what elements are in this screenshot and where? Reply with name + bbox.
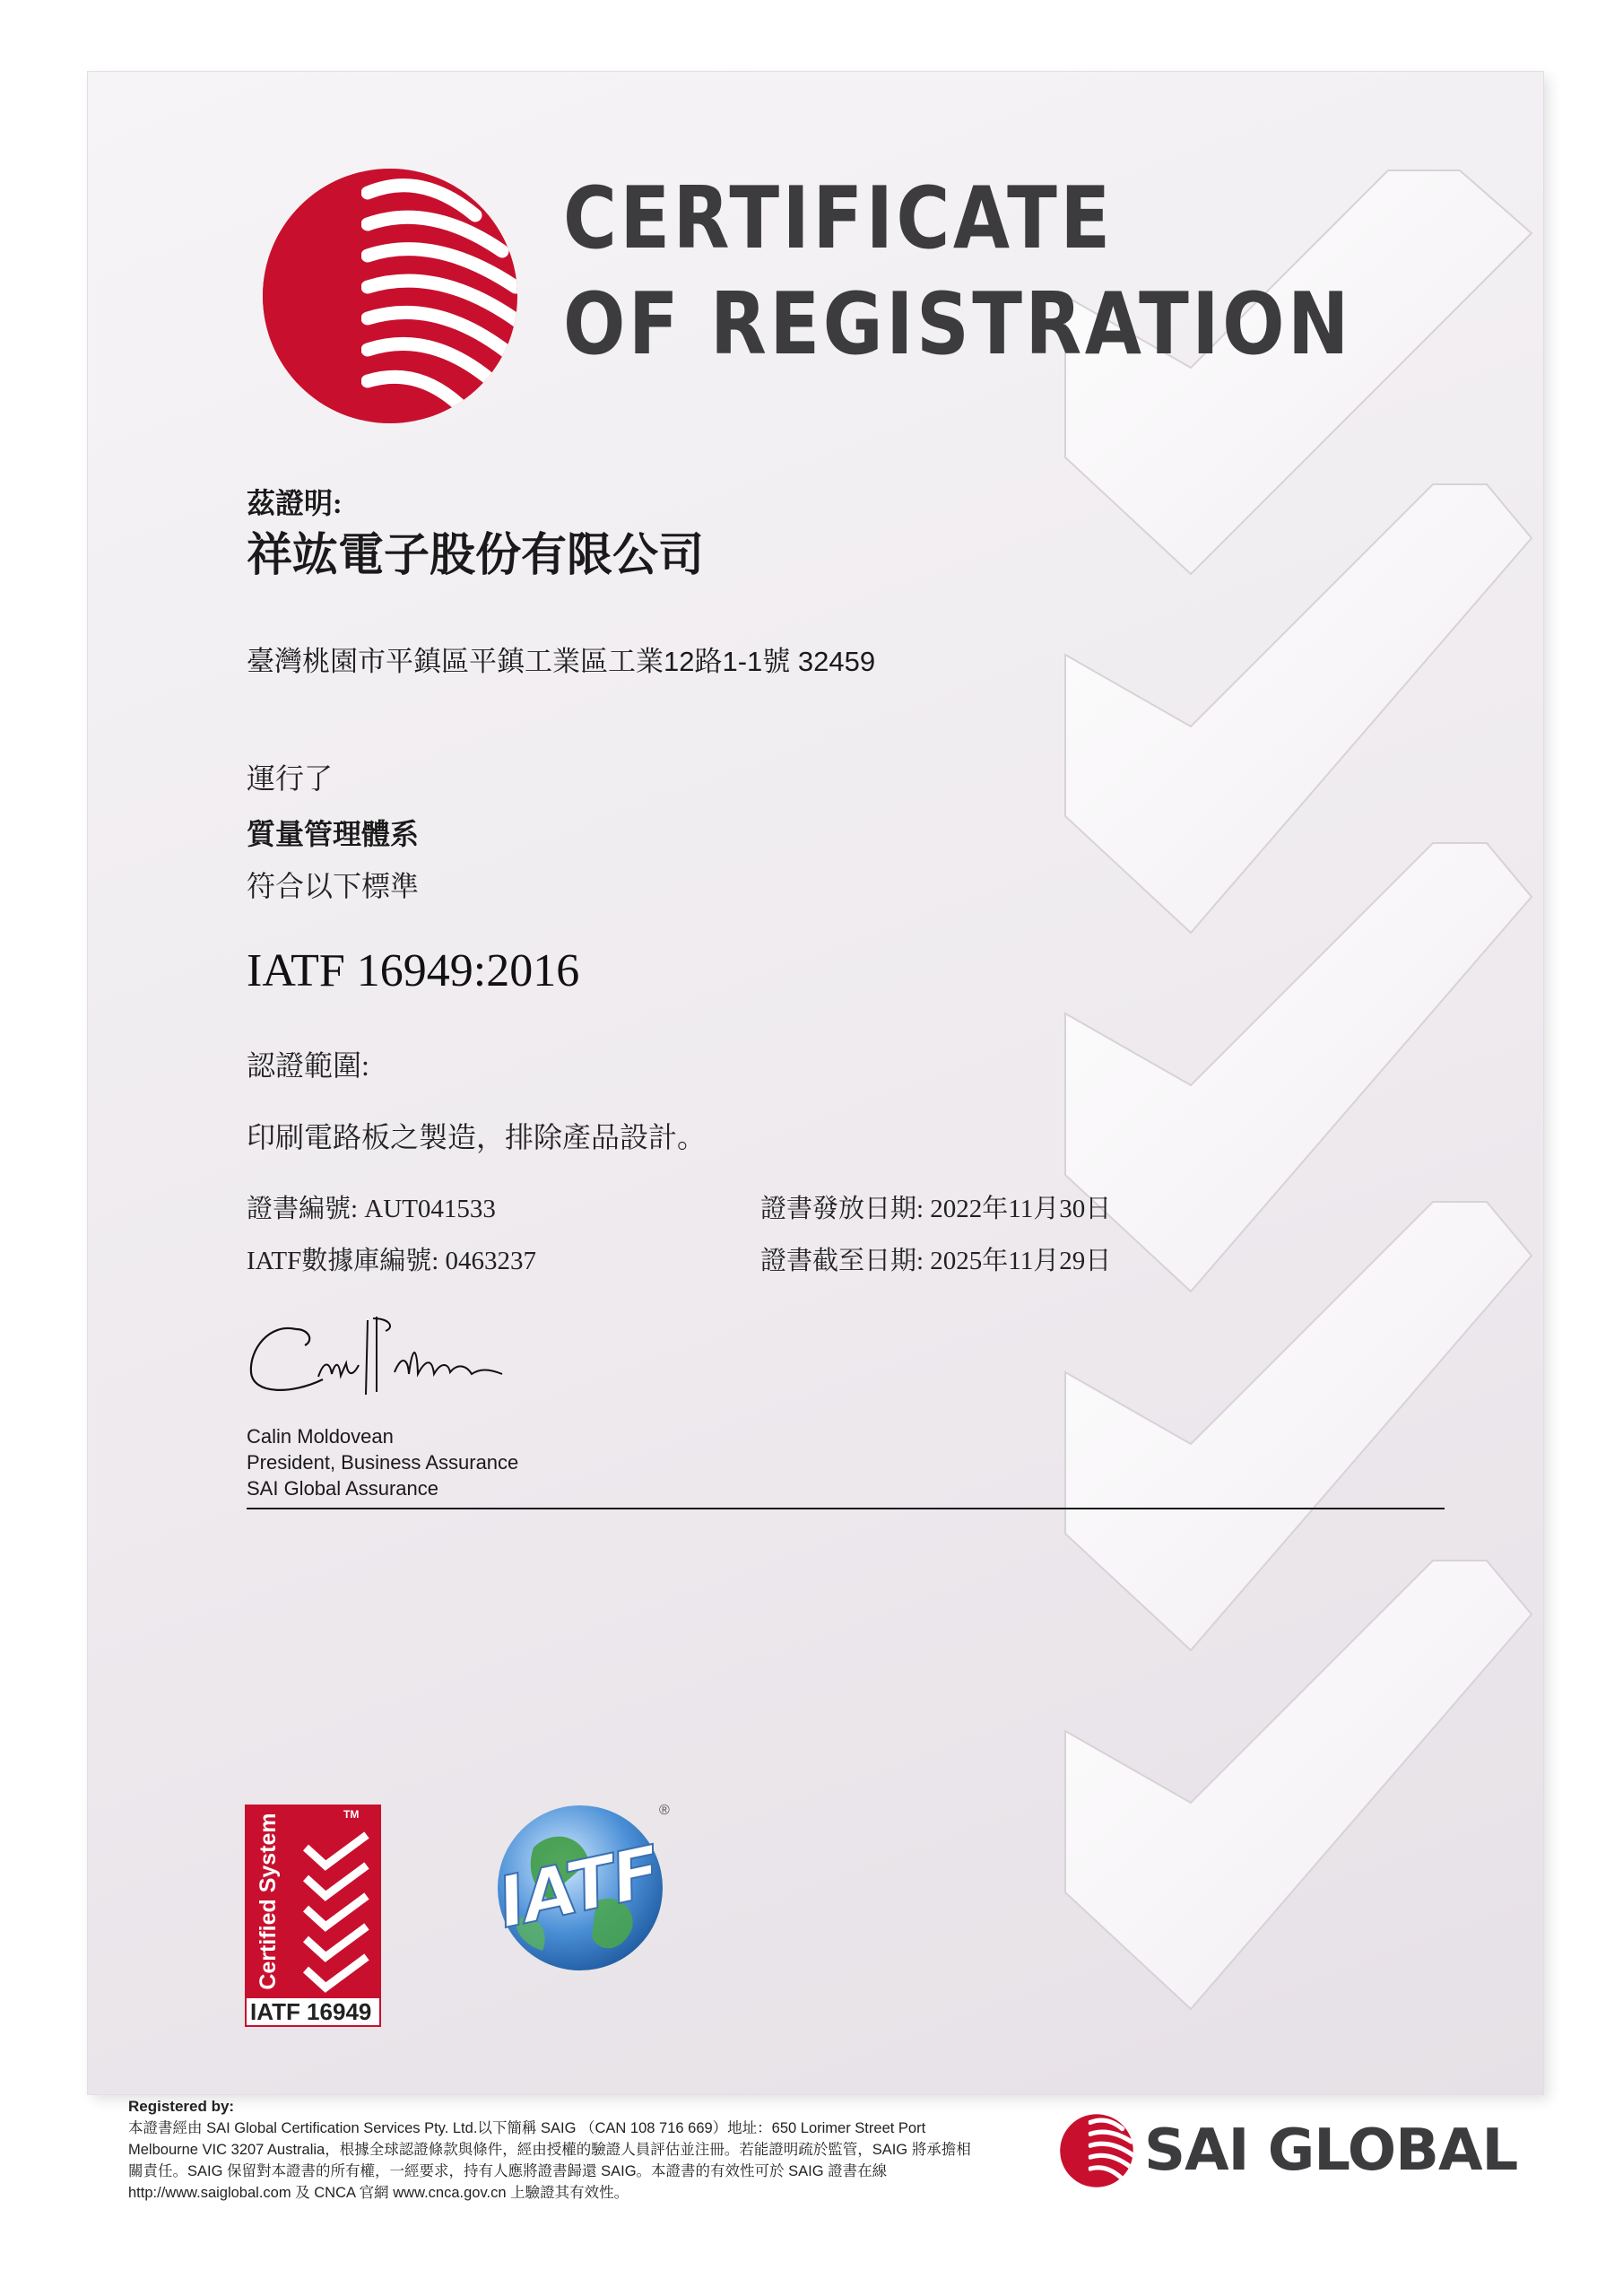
sai-global-swoosh-logo [256,161,525,430]
iatf-database-number: IATF數據庫編號: 0463237 [247,1247,537,1275]
system-name: 質量管理體系 [247,818,420,850]
operates-label: 運行了 [247,762,334,795]
certified-standard-label: IATF 16949 [250,1998,372,2025]
signature-rule [247,1508,1445,1509]
footer-line-4: http://www.saiglobal.com 及 CNCA 官網 www.cnca.gov.cn 上驗證其有效性。 [128,2185,629,2201]
company-name: 祥竑電子股份有限公司 [247,531,705,581]
complies-label: 符合以下標準 [247,870,420,902]
footer-registration-text [128,2096,1070,2204]
certified-system-badge [245,1805,381,2025]
registered-by-label: Registered by: [128,2098,235,2115]
issue-date: 證書發放日期: 2022年11月30日 [760,1195,1112,1223]
signatory-block [247,1423,518,1501]
certify-label: 茲證明: [247,487,343,519]
signatory-org: SAI Global Assurance [247,1477,439,1500]
signatory-title: President, Business Assurance [247,1451,519,1474]
sai-global-wordmark: SAI GLOBAL [1144,2118,1518,2184]
iatf-logo [480,1794,677,1982]
registered-mark: ® [659,1803,670,1818]
sai-global-brand [1058,2112,1524,2193]
signatory-name: Calin Moldovean [247,1425,394,1448]
footer-line-2: Melbourne VIC 3207 Australia，根據全球認證條款與條件，經由授權的驗證人員評估並注冊。若能證明疏於監管，SAIG 將承擔相 [128,2142,971,2158]
expiry-date: 證書截至日期: 2025年11月29日 [760,1247,1112,1275]
signature [242,1309,529,1408]
certificate-title [563,166,1352,378]
scope-text: 印刷電路板之製造，排除產品設計。 [247,1121,707,1153]
company-address: 臺灣桃園市平鎮區平鎮工業區工業12路1-1號 32459 [247,646,876,677]
trademark-mark: TM [343,1808,360,1821]
footer-line-1: 本證書經由 SAI Global Certification Services Pty. Ltd.以下簡稱 SAIG （CAN 108 716 669）地址：650 Lorimer Street Port [128,2120,926,2136]
certificate-number: 證書編號: AUT041533 [247,1195,496,1223]
title-line-1: CERTIFICATE [563,170,1114,268]
standard-name: IATF 16949:2016 [247,945,580,996]
iatf-logo-text: IATF [490,1831,666,1944]
footer-line-3: 關責任。SAIG 保留對本證書的所有權，一經要求，持有人應將證書歸還 SAIG。本證書的有效性可於 SAIG 證書在線 [128,2163,888,2179]
certified-system-text: Certified System [256,1813,281,1990]
title-line-2: OF REGISTRATION [563,275,1352,374]
certified-checkmarks-icon [299,1831,374,1993]
sai-global-small-logo-icon [1058,2112,1135,2189]
scope-label: 認證範圍: [247,1049,369,1082]
